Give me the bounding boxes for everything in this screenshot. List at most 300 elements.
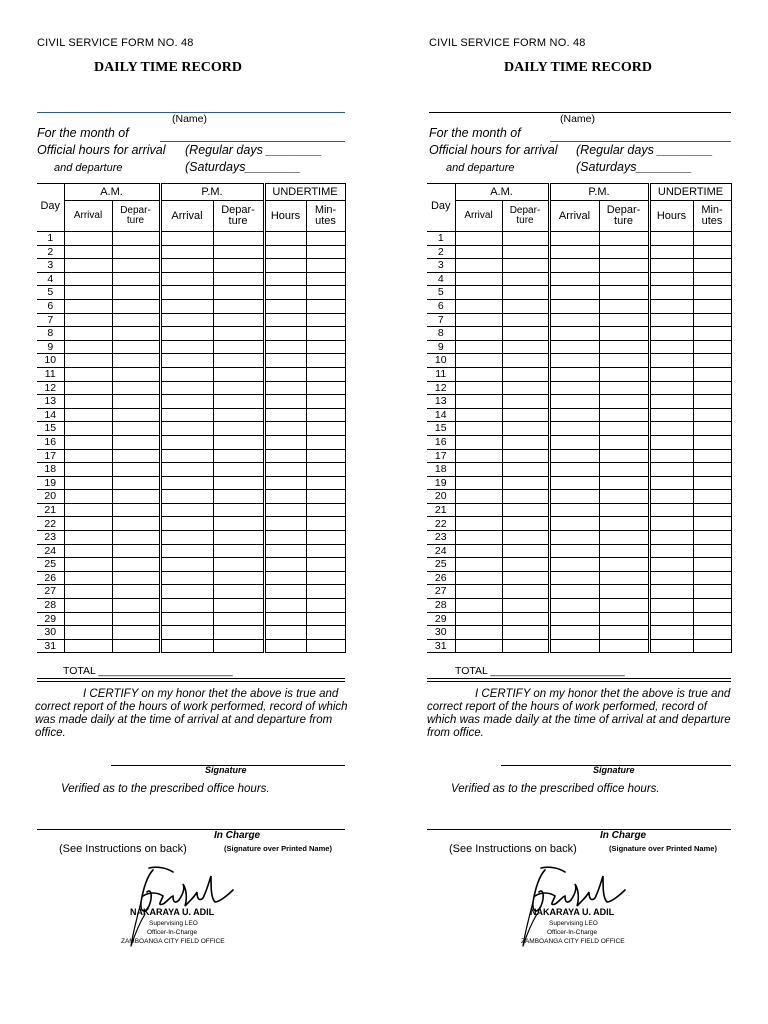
pm-arrival-cell[interactable] <box>160 286 213 300</box>
pm-arrival-cell[interactable] <box>160 299 213 313</box>
pm-arrival-cell[interactable] <box>160 313 213 327</box>
am-arrival-cell[interactable] <box>64 408 112 422</box>
am-departure-cell[interactable] <box>112 286 160 300</box>
pm-arrival-cell[interactable] <box>160 585 213 599</box>
pm-arrival-cell[interactable] <box>160 503 213 517</box>
am-departure-cell[interactable] <box>112 422 160 436</box>
undertime-minutes-cell[interactable] <box>306 313 345 327</box>
am-departure-cell[interactable] <box>112 354 160 368</box>
am-arrival-cell[interactable] <box>64 395 112 409</box>
am-departure-cell[interactable] <box>502 476 549 490</box>
pm-arrival-cell[interactable] <box>160 558 213 572</box>
am-arrival-cell[interactable] <box>64 626 112 640</box>
am-departure-cell[interactable] <box>502 367 549 381</box>
undertime-hours-cell[interactable] <box>649 490 693 504</box>
am-departure-cell[interactable] <box>112 272 160 286</box>
am-departure-cell[interactable] <box>502 490 549 504</box>
am-arrival-cell[interactable] <box>64 259 112 273</box>
undertime-hours-cell[interactable] <box>264 599 306 613</box>
pm-departure-cell[interactable] <box>599 245 649 259</box>
am-arrival-cell[interactable] <box>64 272 112 286</box>
pm-departure-cell[interactable] <box>599 544 649 558</box>
pm-arrival-cell[interactable] <box>160 517 213 531</box>
pm-arrival-cell[interactable] <box>549 531 599 545</box>
pm-arrival-cell[interactable] <box>160 327 213 341</box>
am-arrival-cell[interactable] <box>64 612 112 626</box>
am-arrival-cell[interactable] <box>64 571 112 585</box>
undertime-hours-cell[interactable] <box>264 585 306 599</box>
undertime-minutes-cell[interactable] <box>693 599 731 613</box>
am-arrival-cell[interactable] <box>64 531 112 545</box>
am-departure-cell[interactable] <box>502 435 549 449</box>
undertime-minutes-cell[interactable] <box>693 299 731 313</box>
pm-arrival-cell[interactable] <box>549 245 599 259</box>
am-arrival-cell[interactable] <box>455 517 502 531</box>
am-arrival-cell[interactable] <box>64 639 112 653</box>
undertime-minutes-cell[interactable] <box>306 639 345 653</box>
pm-arrival-cell[interactable] <box>549 612 599 626</box>
am-arrival-cell[interactable] <box>455 422 502 436</box>
in-charge-line[interactable] <box>427 829 731 830</box>
pm-departure-cell[interactable] <box>599 354 649 368</box>
undertime-hours-cell[interactable] <box>649 585 693 599</box>
am-arrival-cell[interactable] <box>455 245 502 259</box>
undertime-hours-cell[interactable] <box>649 313 693 327</box>
undertime-hours-cell[interactable] <box>649 544 693 558</box>
pm-arrival-cell[interactable] <box>549 490 599 504</box>
am-arrival-cell[interactable] <box>455 639 502 653</box>
undertime-hours-cell[interactable] <box>264 354 306 368</box>
undertime-hours-cell[interactable] <box>649 517 693 531</box>
undertime-hours-cell[interactable] <box>649 435 693 449</box>
undertime-minutes-cell[interactable] <box>306 286 345 300</box>
undertime-hours-cell[interactable] <box>264 571 306 585</box>
am-arrival-cell[interactable] <box>64 299 112 313</box>
pm-departure-cell[interactable] <box>213 490 264 504</box>
undertime-hours-cell[interactable] <box>649 476 693 490</box>
undertime-hours-cell[interactable] <box>264 517 306 531</box>
undertime-minutes-cell[interactable] <box>693 245 731 259</box>
pm-arrival-cell[interactable] <box>160 463 213 477</box>
pm-departure-cell[interactable] <box>599 367 649 381</box>
undertime-hours-cell[interactable] <box>264 299 306 313</box>
am-arrival-cell[interactable] <box>455 232 502 246</box>
pm-departure-cell[interactable] <box>599 626 649 640</box>
am-arrival-cell[interactable] <box>64 435 112 449</box>
pm-departure-cell[interactable] <box>599 286 649 300</box>
am-departure-cell[interactable] <box>112 558 160 572</box>
undertime-minutes-cell[interactable] <box>306 232 345 246</box>
undertime-minutes-cell[interactable] <box>306 503 345 517</box>
pm-arrival-cell[interactable] <box>549 272 599 286</box>
undertime-hours-cell[interactable] <box>649 463 693 477</box>
pm-arrival-cell[interactable] <box>160 245 213 259</box>
pm-arrival-cell[interactable] <box>160 232 213 246</box>
am-arrival-cell[interactable] <box>64 354 112 368</box>
pm-departure-cell[interactable] <box>213 395 264 409</box>
pm-arrival-cell[interactable] <box>549 476 599 490</box>
am-arrival-cell[interactable] <box>64 585 112 599</box>
undertime-hours-cell[interactable] <box>264 626 306 640</box>
pm-departure-cell[interactable] <box>213 313 264 327</box>
pm-departure-cell[interactable] <box>599 503 649 517</box>
undertime-minutes-cell[interactable] <box>693 476 731 490</box>
am-arrival-cell[interactable] <box>455 544 502 558</box>
undertime-hours-cell[interactable] <box>649 232 693 246</box>
pm-arrival-cell[interactable] <box>549 354 599 368</box>
undertime-minutes-cell[interactable] <box>693 544 731 558</box>
undertime-minutes-cell[interactable] <box>306 517 345 531</box>
undertime-hours-cell[interactable] <box>264 232 306 246</box>
pm-departure-cell[interactable] <box>213 531 264 545</box>
undertime-hours-cell[interactable] <box>264 531 306 545</box>
pm-departure-cell[interactable] <box>213 571 264 585</box>
pm-arrival-cell[interactable] <box>549 299 599 313</box>
am-arrival-cell[interactable] <box>455 435 502 449</box>
pm-departure-cell[interactable] <box>213 544 264 558</box>
pm-departure-cell[interactable] <box>213 381 264 395</box>
undertime-minutes-cell[interactable] <box>693 259 731 273</box>
pm-arrival-cell[interactable] <box>549 395 599 409</box>
pm-departure-cell[interactable] <box>213 626 264 640</box>
pm-arrival-cell[interactable] <box>160 381 213 395</box>
am-departure-cell[interactable] <box>112 639 160 653</box>
undertime-minutes-cell[interactable] <box>306 490 345 504</box>
undertime-minutes-cell[interactable] <box>693 272 731 286</box>
pm-departure-cell[interactable] <box>599 435 649 449</box>
undertime-minutes-cell[interactable] <box>693 395 731 409</box>
am-departure-cell[interactable] <box>112 463 160 477</box>
undertime-minutes-cell[interactable] <box>306 544 345 558</box>
undertime-minutes-cell[interactable] <box>306 340 345 354</box>
undertime-minutes-cell[interactable] <box>306 259 345 273</box>
am-arrival-cell[interactable] <box>455 626 502 640</box>
pm-arrival-cell[interactable] <box>160 626 213 640</box>
am-departure-cell[interactable] <box>502 381 549 395</box>
pm-departure-cell[interactable] <box>213 476 264 490</box>
undertime-minutes-cell[interactable] <box>306 612 345 626</box>
am-arrival-cell[interactable] <box>64 327 112 341</box>
undertime-hours-cell[interactable] <box>649 367 693 381</box>
undertime-hours-cell[interactable] <box>649 558 693 572</box>
am-departure-cell[interactable] <box>502 286 549 300</box>
am-departure-cell[interactable] <box>502 259 549 273</box>
pm-departure-cell[interactable] <box>599 313 649 327</box>
undertime-minutes-cell[interactable] <box>306 435 345 449</box>
am-departure-cell[interactable] <box>502 245 549 259</box>
undertime-hours-cell[interactable] <box>264 313 306 327</box>
pm-departure-cell[interactable] <box>213 232 264 246</box>
undertime-minutes-cell[interactable] <box>693 626 731 640</box>
undertime-hours-cell[interactable] <box>649 449 693 463</box>
pm-arrival-cell[interactable] <box>549 626 599 640</box>
pm-departure-cell[interactable] <box>213 408 264 422</box>
am-departure-cell[interactable] <box>502 571 549 585</box>
undertime-hours-cell[interactable] <box>649 612 693 626</box>
pm-departure-cell[interactable] <box>599 299 649 313</box>
undertime-hours-cell[interactable] <box>649 286 693 300</box>
am-departure-cell[interactable] <box>112 381 160 395</box>
pm-arrival-cell[interactable] <box>160 435 213 449</box>
pm-departure-cell[interactable] <box>599 531 649 545</box>
undertime-minutes-cell[interactable] <box>306 272 345 286</box>
undertime-minutes-cell[interactable] <box>306 245 345 259</box>
pm-arrival-cell[interactable] <box>160 599 213 613</box>
am-arrival-cell[interactable] <box>455 599 502 613</box>
am-departure-cell[interactable] <box>112 626 160 640</box>
am-departure-cell[interactable] <box>502 599 549 613</box>
am-arrival-cell[interactable] <box>64 232 112 246</box>
undertime-hours-cell[interactable] <box>264 395 306 409</box>
am-arrival-cell[interactable] <box>455 571 502 585</box>
undertime-hours-cell[interactable] <box>264 381 306 395</box>
undertime-minutes-cell[interactable] <box>693 463 731 477</box>
undertime-hours-cell[interactable] <box>264 286 306 300</box>
pm-arrival-cell[interactable] <box>549 599 599 613</box>
am-arrival-cell[interactable] <box>64 340 112 354</box>
am-departure-cell[interactable] <box>502 544 549 558</box>
am-departure-cell[interactable] <box>502 463 549 477</box>
undertime-minutes-cell[interactable] <box>306 476 345 490</box>
undertime-minutes-cell[interactable] <box>693 612 731 626</box>
undertime-minutes-cell[interactable] <box>306 354 345 368</box>
pm-arrival-cell[interactable] <box>549 286 599 300</box>
am-departure-cell[interactable] <box>502 313 549 327</box>
pm-arrival-cell[interactable] <box>549 367 599 381</box>
am-departure-cell[interactable] <box>112 245 160 259</box>
am-departure-cell[interactable] <box>502 327 549 341</box>
undertime-minutes-cell[interactable] <box>306 299 345 313</box>
pm-arrival-cell[interactable] <box>160 476 213 490</box>
am-departure-cell[interactable] <box>502 232 549 246</box>
undertime-hours-cell[interactable] <box>264 340 306 354</box>
am-departure-cell[interactable] <box>502 585 549 599</box>
am-departure-cell[interactable] <box>112 299 160 313</box>
pm-departure-cell[interactable] <box>213 272 264 286</box>
am-arrival-cell[interactable] <box>64 544 112 558</box>
am-departure-cell[interactable] <box>502 626 549 640</box>
pm-arrival-cell[interactable] <box>549 503 599 517</box>
am-departure-cell[interactable] <box>112 476 160 490</box>
am-arrival-cell[interactable] <box>64 422 112 436</box>
undertime-minutes-cell[interactable] <box>306 558 345 572</box>
pm-arrival-cell[interactable] <box>549 571 599 585</box>
am-arrival-cell[interactable] <box>455 531 502 545</box>
am-arrival-cell[interactable] <box>64 381 112 395</box>
am-arrival-cell[interactable] <box>64 476 112 490</box>
pm-arrival-cell[interactable] <box>549 327 599 341</box>
pm-departure-cell[interactable] <box>213 245 264 259</box>
pm-arrival-cell[interactable] <box>160 367 213 381</box>
am-arrival-cell[interactable] <box>64 463 112 477</box>
undertime-minutes-cell[interactable] <box>306 381 345 395</box>
am-departure-cell[interactable] <box>112 313 160 327</box>
am-arrival-cell[interactable] <box>455 381 502 395</box>
pm-departure-cell[interactable] <box>213 612 264 626</box>
am-departure-cell[interactable] <box>112 503 160 517</box>
undertime-hours-cell[interactable] <box>264 245 306 259</box>
am-arrival-cell[interactable] <box>455 313 502 327</box>
pm-departure-cell[interactable] <box>599 408 649 422</box>
pm-arrival-cell[interactable] <box>160 340 213 354</box>
undertime-minutes-cell[interactable] <box>693 503 731 517</box>
am-departure-cell[interactable] <box>112 571 160 585</box>
undertime-hours-cell[interactable] <box>649 299 693 313</box>
undertime-hours-cell[interactable] <box>264 639 306 653</box>
undertime-minutes-cell[interactable] <box>306 626 345 640</box>
pm-departure-cell[interactable] <box>213 367 264 381</box>
am-departure-cell[interactable] <box>502 503 549 517</box>
undertime-hours-cell[interactable] <box>264 422 306 436</box>
pm-arrival-cell[interactable] <box>160 354 213 368</box>
am-departure-cell[interactable] <box>112 232 160 246</box>
undertime-minutes-cell[interactable] <box>306 327 345 341</box>
pm-arrival-cell[interactable] <box>549 422 599 436</box>
am-departure-cell[interactable] <box>502 408 549 422</box>
am-arrival-cell[interactable] <box>455 299 502 313</box>
undertime-minutes-cell[interactable] <box>306 408 345 422</box>
am-arrival-cell[interactable] <box>455 395 502 409</box>
undertime-hours-cell[interactable] <box>649 531 693 545</box>
undertime-minutes-cell[interactable] <box>693 490 731 504</box>
pm-departure-cell[interactable] <box>213 286 264 300</box>
pm-departure-cell[interactable] <box>599 272 649 286</box>
am-arrival-cell[interactable] <box>455 476 502 490</box>
undertime-minutes-cell[interactable] <box>306 422 345 436</box>
pm-departure-cell[interactable] <box>213 327 264 341</box>
undertime-hours-cell[interactable] <box>264 259 306 273</box>
pm-arrival-cell[interactable] <box>160 544 213 558</box>
undertime-hours-cell[interactable] <box>264 612 306 626</box>
am-departure-cell[interactable] <box>112 599 160 613</box>
pm-departure-cell[interactable] <box>599 571 649 585</box>
undertime-hours-cell[interactable] <box>649 571 693 585</box>
undertime-minutes-cell[interactable] <box>693 449 731 463</box>
pm-departure-cell[interactable] <box>599 585 649 599</box>
undertime-minutes-cell[interactable] <box>693 435 731 449</box>
undertime-minutes-cell[interactable] <box>693 531 731 545</box>
undertime-minutes-cell[interactable] <box>306 367 345 381</box>
undertime-hours-cell[interactable] <box>649 422 693 436</box>
pm-arrival-cell[interactable] <box>549 381 599 395</box>
pm-departure-cell[interactable] <box>599 381 649 395</box>
am-arrival-cell[interactable] <box>455 259 502 273</box>
pm-arrival-cell[interactable] <box>160 408 213 422</box>
undertime-minutes-cell[interactable] <box>693 585 731 599</box>
undertime-hours-cell[interactable] <box>264 490 306 504</box>
pm-arrival-cell[interactable] <box>549 463 599 477</box>
undertime-hours-cell[interactable] <box>264 463 306 477</box>
am-arrival-cell[interactable] <box>455 354 502 368</box>
pm-departure-cell[interactable] <box>599 395 649 409</box>
pm-departure-cell[interactable] <box>599 259 649 273</box>
pm-departure-cell[interactable] <box>599 449 649 463</box>
am-departure-cell[interactable] <box>502 558 549 572</box>
pm-departure-cell[interactable] <box>599 340 649 354</box>
pm-arrival-cell[interactable] <box>549 517 599 531</box>
undertime-hours-cell[interactable] <box>649 639 693 653</box>
undertime-minutes-cell[interactable] <box>693 639 731 653</box>
pm-departure-cell[interactable] <box>213 259 264 273</box>
pm-arrival-cell[interactable] <box>160 272 213 286</box>
am-arrival-cell[interactable] <box>64 503 112 517</box>
undertime-minutes-cell[interactable] <box>693 408 731 422</box>
undertime-hours-cell[interactable] <box>649 245 693 259</box>
undertime-minutes-cell[interactable] <box>693 286 731 300</box>
undertime-minutes-cell[interactable] <box>693 367 731 381</box>
pm-arrival-cell[interactable] <box>160 259 213 273</box>
pm-departure-cell[interactable] <box>213 299 264 313</box>
am-arrival-cell[interactable] <box>64 599 112 613</box>
undertime-minutes-cell[interactable] <box>693 571 731 585</box>
pm-departure-cell[interactable] <box>213 599 264 613</box>
undertime-hours-cell[interactable] <box>649 503 693 517</box>
pm-arrival-cell[interactable] <box>549 259 599 273</box>
pm-departure-cell[interactable] <box>599 639 649 653</box>
undertime-hours-cell[interactable] <box>264 272 306 286</box>
am-arrival-cell[interactable] <box>455 367 502 381</box>
am-arrival-cell[interactable] <box>64 367 112 381</box>
pm-departure-cell[interactable] <box>599 558 649 572</box>
am-departure-cell[interactable] <box>112 327 160 341</box>
undertime-hours-cell[interactable] <box>649 599 693 613</box>
pm-departure-cell[interactable] <box>213 585 264 599</box>
am-arrival-cell[interactable] <box>64 313 112 327</box>
am-arrival-cell[interactable] <box>64 245 112 259</box>
undertime-hours-cell[interactable] <box>264 558 306 572</box>
am-departure-cell[interactable] <box>502 395 549 409</box>
undertime-hours-cell[interactable] <box>264 408 306 422</box>
undertime-minutes-cell[interactable] <box>693 354 731 368</box>
pm-arrival-cell[interactable] <box>549 585 599 599</box>
pm-arrival-cell[interactable] <box>549 232 599 246</box>
am-arrival-cell[interactable] <box>64 517 112 531</box>
undertime-minutes-cell[interactable] <box>306 585 345 599</box>
am-departure-cell[interactable] <box>502 612 549 626</box>
am-departure-cell[interactable] <box>112 612 160 626</box>
am-arrival-cell[interactable] <box>455 286 502 300</box>
pm-arrival-cell[interactable] <box>160 639 213 653</box>
undertime-hours-cell[interactable] <box>264 367 306 381</box>
undertime-minutes-cell[interactable] <box>693 327 731 341</box>
am-departure-cell[interactable] <box>502 299 549 313</box>
undertime-hours-cell[interactable] <box>264 435 306 449</box>
pm-arrival-cell[interactable] <box>549 544 599 558</box>
pm-arrival-cell[interactable] <box>549 639 599 653</box>
am-arrival-cell[interactable] <box>64 490 112 504</box>
am-arrival-cell[interactable] <box>64 558 112 572</box>
undertime-minutes-cell[interactable] <box>306 449 345 463</box>
am-arrival-cell[interactable] <box>455 449 502 463</box>
am-departure-cell[interactable] <box>112 449 160 463</box>
am-arrival-cell[interactable] <box>455 463 502 477</box>
am-departure-cell[interactable] <box>112 408 160 422</box>
undertime-minutes-cell[interactable] <box>306 463 345 477</box>
pm-departure-cell[interactable] <box>213 422 264 436</box>
am-arrival-cell[interactable] <box>455 327 502 341</box>
undertime-minutes-cell[interactable] <box>693 232 731 246</box>
undertime-minutes-cell[interactable] <box>693 340 731 354</box>
am-arrival-cell[interactable] <box>455 612 502 626</box>
pm-departure-cell[interactable] <box>599 490 649 504</box>
am-departure-cell[interactable] <box>502 517 549 531</box>
undertime-hours-cell[interactable] <box>264 327 306 341</box>
am-departure-cell[interactable] <box>112 259 160 273</box>
am-departure-cell[interactable] <box>112 490 160 504</box>
undertime-hours-cell[interactable] <box>649 354 693 368</box>
am-arrival-cell[interactable] <box>455 585 502 599</box>
pm-departure-cell[interactable] <box>599 422 649 436</box>
